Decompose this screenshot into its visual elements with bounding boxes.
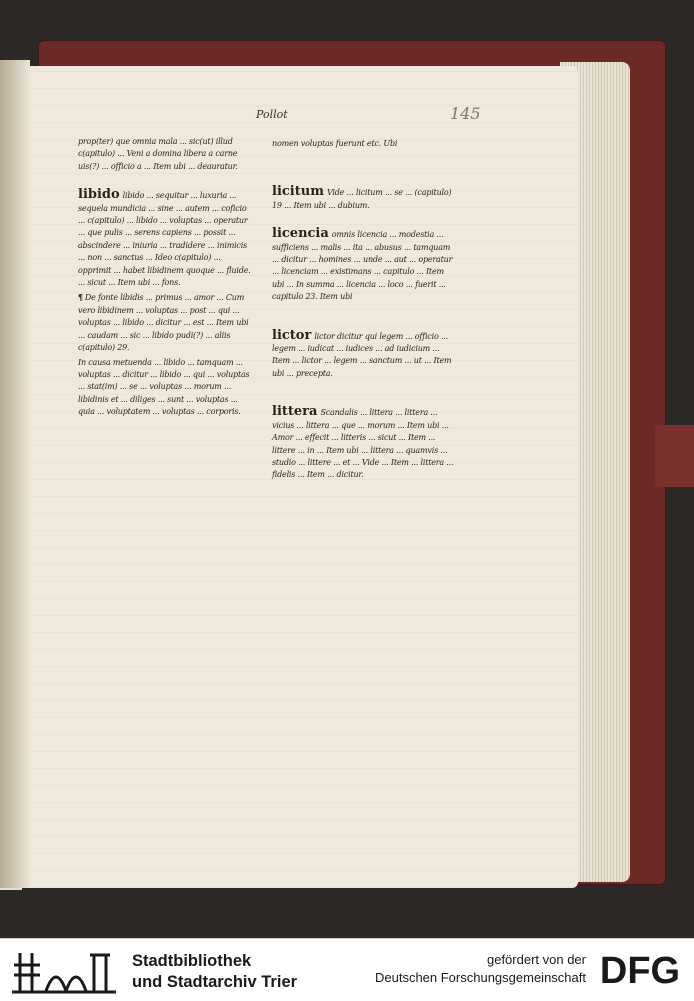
entry-text: Scandalis ... littera ... littera ... vicius ... littera ... que ... morum ... Item ubi ... Amor ... effecit ... litteris ... sicut ... Item ... littere ... in ... Item ubi ... littera ... quamvis ... studio ... littere ... et ... Vide ... Item ... littera ... fidelis ... Item ... dicitur. [272, 408, 454, 480]
dictionary-entry [78, 189, 254, 289]
entry-text: lictor dicitur qui legem ... officio ... legem ... iudicat ... iudices ... ad iudicium ... Item ... lictor ... legem ... sanctum ... ut ... Item ubi ... precepta. [272, 331, 452, 378]
entry-text: De fonte libidis ... primus ... amor ... Cum vero libidinem ... voluptas ... post ... qui ... voluptas ... libido ... dicitur ... est ... Item ubi ... caudam ... sic ... libido pudi(?) ... aliis c(apitulo) 29. [78, 293, 249, 353]
entry-text: prop(ter) que omnia mala ... sic(ut) illud c(apitulo) ... Veni a domina libera a carne uis(?) ... officio a ... Item ubi ... deauratur. [78, 137, 238, 171]
entry-lemma: licencia [272, 226, 329, 242]
dictionary-entry [272, 406, 458, 481]
entry-lemma: lictor [272, 327, 312, 343]
dictionary-entry [272, 327, 458, 381]
dictionary-entry [272, 228, 458, 303]
folio-number: 145 [450, 104, 481, 123]
book-clasp [655, 425, 694, 487]
library-name-line2: und Stadtarchiv Trier [132, 973, 298, 991]
paragraph-mark-icon: ¶ [78, 292, 83, 303]
entry-lemma: libido [78, 187, 120, 203]
entry-text: omnis licencia ... modestia ... sufficiens ... malis ... ita ... abusus ... tamquam ... dicitur ... homines ... unde ... aut ... operatur ... licenciam ... existimans ... capitulo ... Item ubi ... In summa ... licencia ... loco ... fuerit ... capitulo 23. Item ubi [272, 230, 453, 302]
entry-lemma: littera [272, 404, 318, 420]
library-name [132, 951, 297, 993]
funding-line2: Deutschen Forschungsgemeinschaft [374, 970, 586, 985]
text-column-left [78, 136, 254, 746]
funding-line1: gefördert von der [486, 952, 586, 967]
entry-lemma: licitum [272, 184, 324, 200]
funding-note [346, 951, 586, 987]
dfg-logo-icon [592, 945, 688, 991]
dictionary-entry [78, 357, 254, 419]
page-gutter [0, 60, 30, 888]
entry-text: Vide ... licitum ... se ... (capitulo) 19 ... Item ubi ... dubium. [272, 188, 452, 210]
entry-text: nomen voluptas fuerunt etc. Ubi [272, 139, 398, 148]
entry-text: In causa metuenda ... libido ... tamquam ... voluptas ... dicitur ... libido ... qui ... voluptas ... stat(im) ... se ... voluptas ... morum ... libidinis et ... diliges ... sunt ... voluptas ... quia ... voluptatem ... voluptas ... corporis. [78, 357, 250, 417]
dictionary-entry [272, 186, 458, 212]
footer-bar [0, 938, 694, 1001]
dictionary-entry [78, 291, 254, 354]
stadtbibliothek-logo-icon [10, 945, 120, 995]
library-name-line1: Stadtbibliothek [132, 952, 252, 970]
dfg-logo-text: DFG [599, 950, 681, 991]
text-column-right [272, 138, 458, 758]
running-head: Pollot [256, 108, 288, 121]
entry-text: libido ... sequitur ... luxuria ... sequela mundicia ... sine ... autem ... coficio ... c(apitulo) ... libido ... voluptas ... operatur ... que pulis ... serens capiens ... possit ... abscindere ... iniuria ... tradidere ... inimicis ... non ... sanctus ... Ideo c(apitulo) ... opprimit ... habet libidinem quoque ... fluide. ... sicut ... Item ubi ... fons. [78, 191, 251, 288]
